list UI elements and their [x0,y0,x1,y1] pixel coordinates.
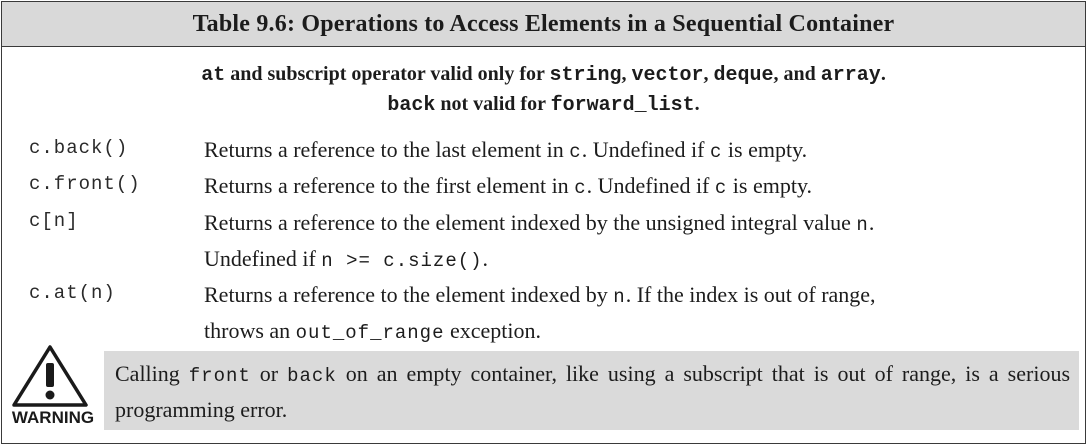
note-text: , [703,63,714,85]
note-text: not valid for [435,93,551,115]
note-code: at [201,64,226,87]
note-code: string [549,64,622,87]
operation-code: c.back() [29,137,129,159]
warning-box [104,351,1079,430]
note-code: back [387,94,436,117]
operation-code: c.front() [29,173,141,195]
note-line-2 [2,90,1085,120]
operation-code: c[n] [29,210,79,232]
operation-description: Returns a reference to the element indexed by n. If the index is out of range, throws an out_of_range exception. [204,282,876,344]
table-note [2,60,1085,120]
note-code: vector [631,64,704,87]
table-title-text: Table 9.6: Operations to Access Elements in a Sequential Container [192,10,895,37]
note-text: , and [773,63,821,85]
note-text: , [621,63,632,85]
warning-text: Calling front or back on an empty container, like using a subscript that is out of range, is a serious programming error. [115,361,1071,422]
note-code: deque [713,64,774,87]
warning-label: WARNING [11,408,95,427]
operation-description: Returns a reference to the element indexed by the unsigned integral value n. Undefined if n >= c.size(). [204,210,875,272]
note-code: array [820,64,881,87]
table-title [2,2,1085,47]
note-text: . [694,93,700,115]
operation-code: c.at(n) [29,282,116,304]
note-code: forward_list [550,94,695,117]
note-text: . [880,63,886,85]
operation-description: Returns a reference to the first element in c. Undefined if c is empty. [204,173,813,199]
note-text: and subscript operator valid only for [225,63,550,85]
operation-description: Returns a reference to the last element in c. Undefined if c is empty. [204,137,808,163]
note-line-1 [2,60,1085,90]
